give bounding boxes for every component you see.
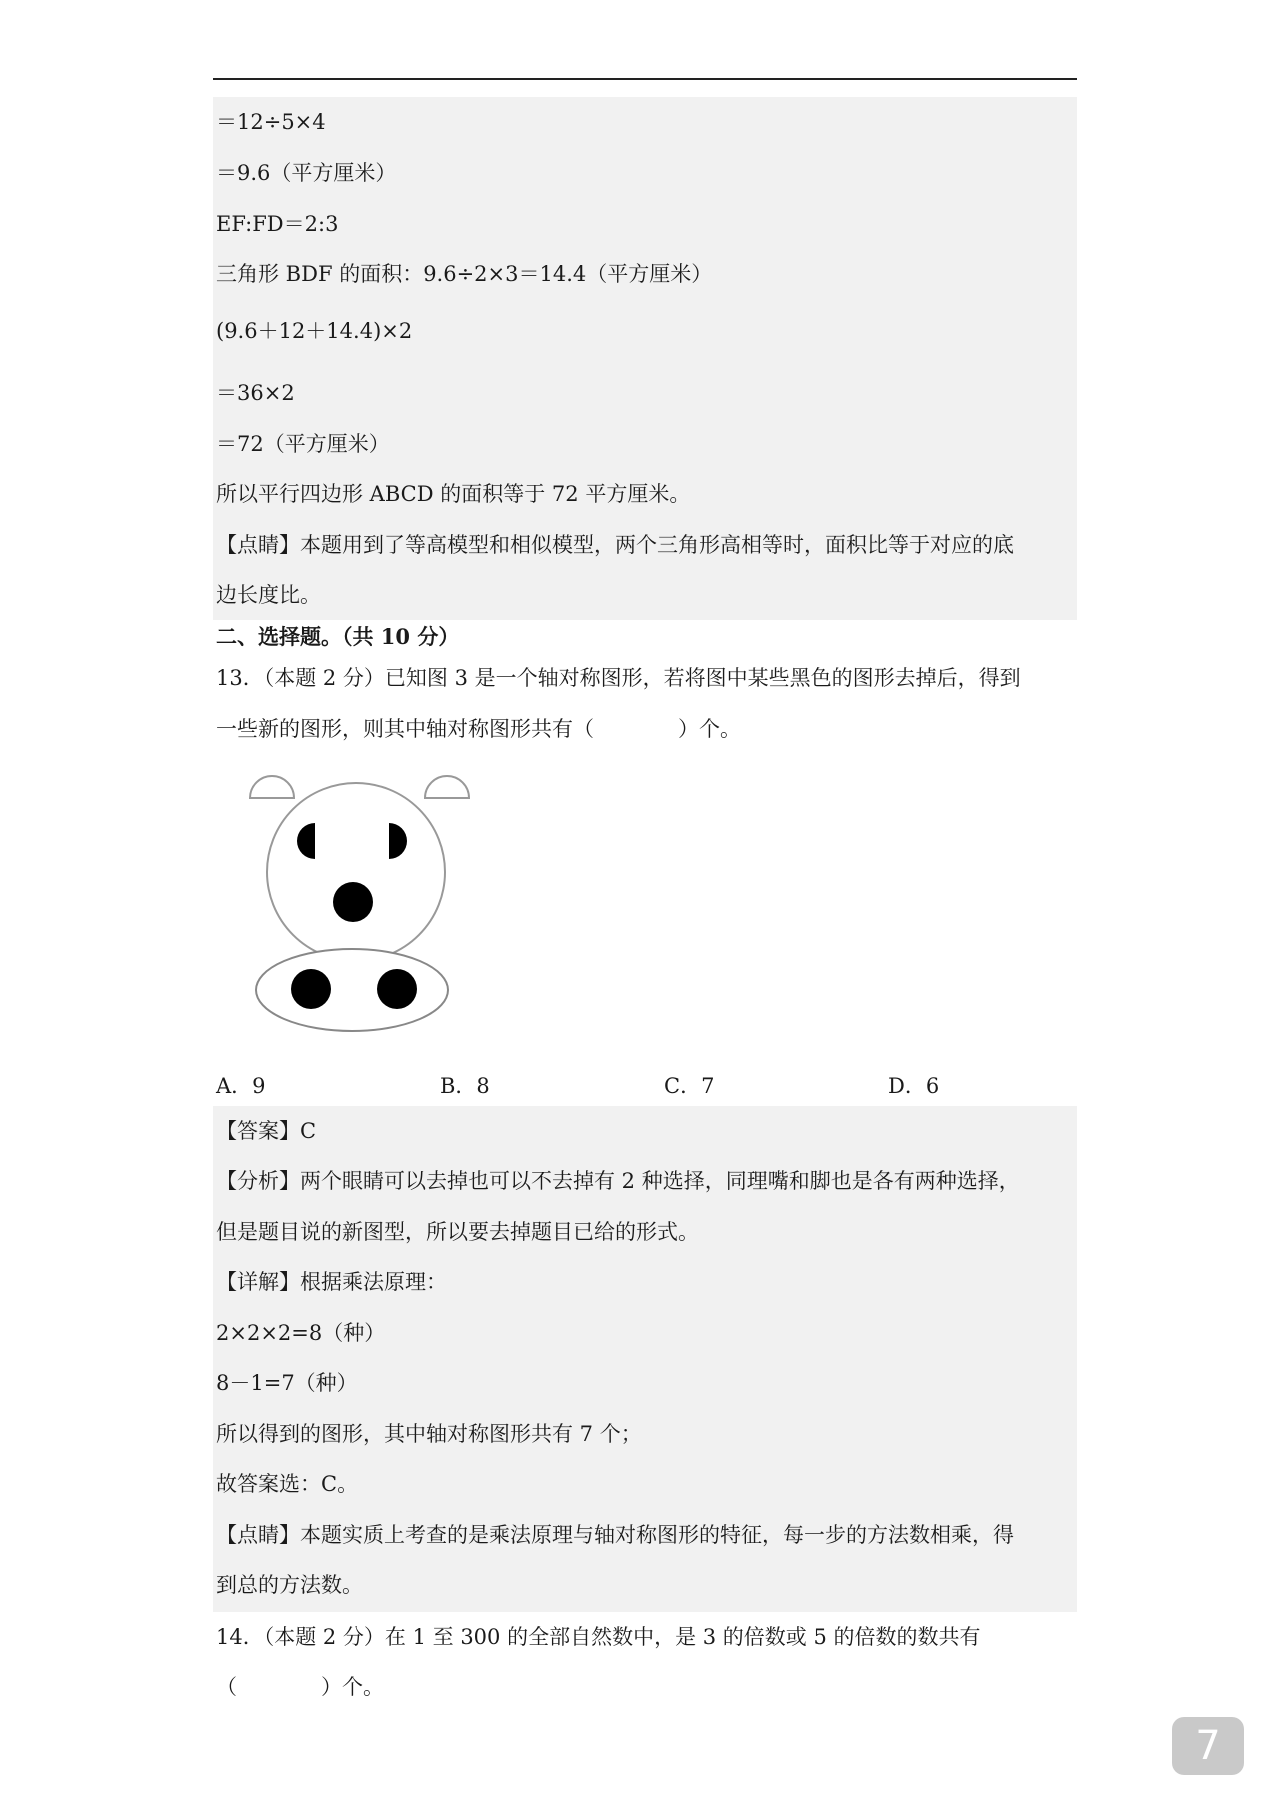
option-c: C．7 [664,1074,715,1098]
tip-line: 【点睛】本题实质上考查的是乘法原理与轴对称图形的特征，每一步的方法数相乘，得 [216,1523,1014,1547]
right-foot-dot [377,969,417,1009]
body-ellipse [256,949,448,1031]
tip-line: 边长度比。 [216,583,321,607]
tip-line: 到总的方法数。 [216,1573,363,1597]
solution-line: EF:FD＝2:3 [216,212,339,236]
choice-line: 故答案选：C。 [216,1472,359,1496]
solution-line: 三角形 BDF 的面积：9.6÷2×3＝14.4（平方厘米） [216,262,713,286]
analysis-line: 【分析】两个眼睛可以去掉也可以不去掉有 2 种选择，同理嘴和脚也是各有两种选择， [216,1169,1020,1193]
calc-line: 2×2×2=8（种） [216,1321,386,1345]
solution-line: ＝9.6（平方厘米） [216,161,397,185]
header-rule [213,78,1077,80]
head-circle [267,783,445,961]
option-d: D．6 [888,1074,940,1098]
option-b: B．8 [440,1074,490,1098]
tip-line: 【点睛】本题用到了等高模型和相似模型，两个三角形高相等时，面积比等于对应的底 [216,533,1014,557]
solution-line: 所以平行四边形 ABCD 的面积等于 72 平方厘米。 [216,482,691,506]
page-number-badge: 7 [1172,1717,1244,1775]
right-ear [425,776,469,798]
option-a: A．9 [216,1074,266,1098]
solution-line: ＝12÷5×4 [216,110,326,134]
mouth-dot [333,882,373,922]
question-13-text: 一些新的图形，则其中轴对称图形共有（ ）个。 [216,717,741,741]
symmetric-figure [245,760,475,1040]
left-ear [250,776,294,798]
calc-line: 8－1=7（种） [216,1371,358,1395]
question-13-text: 13．（本题 2 分）已知图 3 是一个轴对称图形，若将图中某些黑色的图形去掉后，得到 [216,666,1021,690]
solution-line: ＝36×2 [216,381,295,405]
conclusion-line: 所以得到的图形，其中轴对称图形共有 7 个； [216,1422,642,1446]
question-14-text: 14．（本题 2 分）在 1 至 300 的全部自然数中，是 3 的倍数或 5 的倍数的数共有 [216,1625,981,1649]
analysis-line: 但是题目说的新图型，所以要去掉题目已给的形式。 [216,1220,699,1244]
answer-line: 【答案】C [216,1119,317,1143]
solution-line: (9.6＋12＋14.4)×2 [216,319,413,343]
detail-line: 【详解】根据乘法原理： [216,1270,447,1294]
section-heading: 二、选择题。（共 10 分） [216,624,460,649]
question-14-text: （ ）个。 [216,1675,384,1699]
solution-line: ＝72（平方厘米） [216,432,390,456]
left-foot-dot [291,969,331,1009]
